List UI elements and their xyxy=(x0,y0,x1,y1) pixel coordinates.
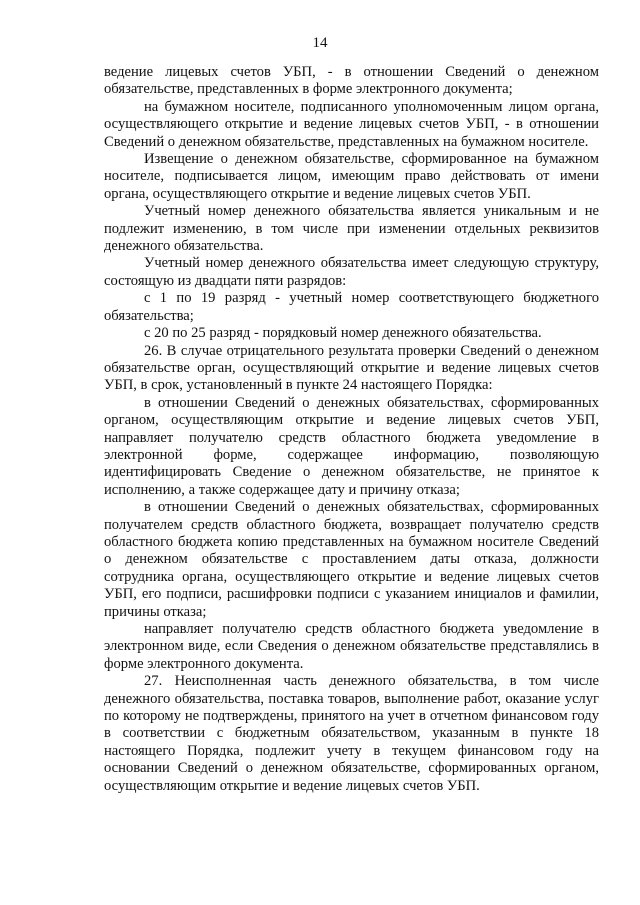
paragraph: 27. Неисполненная часть денежного обязательства, в том числе денежного обязательства, поставка товаров, выполнение работ, оказание услуг по которому не подтверждены, принятого на учет в отчетном финансовом году в соответствии с бюджетным обязательством, указанным в пункте 18 настоящего Порядка, подлежит учету в текущем финансовом году на основании Сведений о денежном обязательстве, сформированных органом, осуществляющим открытие и ведение лицевых счетов УБП. xyxy=(104,673,599,794)
paragraph: на бумажном носителе, подписанного уполномоченным лицом органа, осуществляющего открытие и ведение лицевых счетов УБП, - в отношении Сведений о денежном обязательстве, представленных на бумажном носителе. xyxy=(104,98,599,150)
page-number: 14 xyxy=(312,35,328,51)
paragraph: с 20 по 25 разряд - порядковый номер денежного обязательства. xyxy=(144,325,542,342)
paragraph: Учетный номер денежного обязательства является уникальным и не подлежит изменению, в том числе при изменении отдельных реквизитов денежного обязательства. xyxy=(104,203,599,255)
paragraph: с 1 по 19 разряд - учетный номер соответствующего бюджетного обязательства; xyxy=(104,290,599,324)
paragraph: направляет получателю средств областного бюджета уведомление в электронном виде, если Сведения о денежном обязательстве представлялись в форме электронного документа. xyxy=(104,621,599,672)
paragraph: ведение лицевых счетов УБП, - в отношении Сведений о денежном обязательстве, представленных в форме электронного документа; xyxy=(104,64,599,98)
document-body xyxy=(104,64,599,795)
paragraph: 26. В случае отрицательного результата проверки Сведений о денежном обязательстве орган, осуществляющий открытие и ведение лицевых счетов УБП, в срок, установленный в пункте 24 настоящего Порядка: xyxy=(104,342,599,394)
paragraph: в отношении Сведений о денежных обязательствах, сформированных органом, осуществляющим открытие и ведение лицевых счетов УБП, направляет получателю средств областного бюджета уведомление в электронной форме, содержащее информацию, позволяющую идентифицировать Сведение о денежном обязательстве, не принятое к исполнению, а также содержащее дату и причину отказа; xyxy=(104,394,599,498)
paragraph: в отношении Сведений о денежных обязательствах, сформированных получателем средств областного бюджета, возвращает получателю средств областного бюджета копию представленных на бумажном носителе Сведений о денежном обязательстве с проставлением даты отказа, должности сотрудника органа, осуществляющего открытие и ведение лицевых счетов УБП, его подписи, расшифровки подписи с указанием инициалов и фамилии, причины отказа; xyxy=(104,499,599,620)
paragraph: Извещение о денежном обязательстве, сформированное на бумажном носителе, подписывается лицом, имеющим право действовать от имени органа, осуществляющего открытие и ведение лицевых счетов УБП. xyxy=(104,151,599,202)
paragraph: Учетный номер денежного обязательства имеет следующую структуру, состоящую из двадцати пяти разрядов: xyxy=(104,255,599,289)
